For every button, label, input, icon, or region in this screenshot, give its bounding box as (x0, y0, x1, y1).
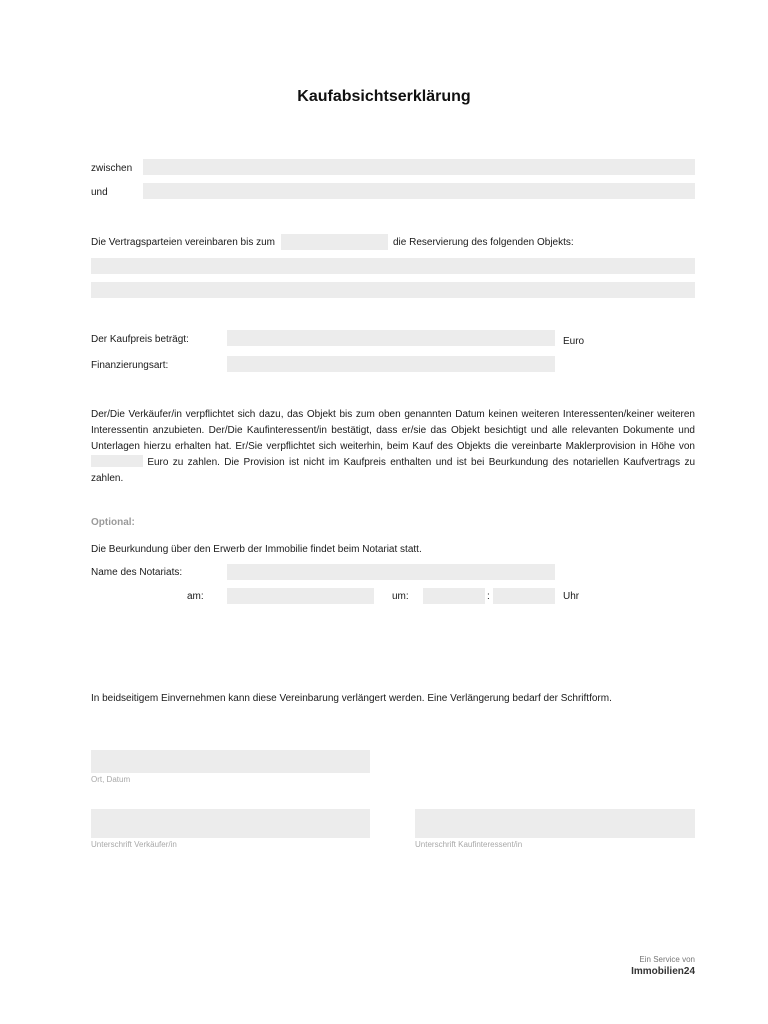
reservation-text-after: die Reservierung des folgenden Objekts: (393, 237, 574, 248)
obligation-text-part2: Euro zu zahlen. Die Provision ist nicht im Kaufpreis enthalten und ist bei Beurkundung des notariellen Kaufvertrags zu zahlen. (91, 457, 696, 484)
time-unit-label: Uhr (563, 591, 580, 602)
reservation-text-before: Die Vertragsparteien vereinbaren bis zum (91, 237, 275, 248)
between-label: zwischen (91, 163, 133, 174)
party-one-input[interactable] (143, 159, 695, 175)
seller-signature-hint: Unterschrift Verkäufer/in (91, 840, 177, 849)
obligation-text-part1: Der/Die Verkäufer/in verpflichtet sich dazu, das Objekt bis zum oben genannten Datum keinen weiteren Interessenten/keiner weiteren Interessentin anzubieten. Der/Die Kaufinteressent/in bestätigt, dass er/sie das Objekt besichtigt und alle relevanten Dokumente und Unterlagen hierzu erhalten hat. Er/Sie verpflichtet sich weiterhin, beim Kauf des Objekts die vereinbarte Maklerprovision in Höhe von (91, 409, 695, 452)
notary-date-input[interactable] (227, 588, 374, 604)
buyer-signature-field[interactable] (415, 809, 695, 838)
reservation-date-input[interactable] (281, 234, 388, 250)
financing-label: Finanzierungsart: (91, 360, 169, 371)
time-label: um: (392, 591, 409, 602)
time-separator: : (487, 591, 490, 602)
price-label: Der Kaufpreis beträgt: (91, 334, 189, 345)
notary-name-input[interactable] (227, 564, 555, 580)
date-label: am: (187, 591, 204, 602)
object-line-1-input[interactable] (91, 258, 695, 274)
obligation-paragraph (91, 407, 695, 487)
buyer-signature-hint: Unterschrift Kaufinteressent/in (415, 840, 523, 849)
place-date-input[interactable] (91, 750, 370, 773)
commission-input[interactable] (91, 455, 143, 467)
optional-heading: Optional: (91, 517, 135, 528)
notary-sentence: Die Beurkundung über den Erwerb der Immobilie findet beim Notariat statt. (91, 544, 422, 555)
seller-signature-field[interactable] (91, 809, 370, 838)
extension-text: In beidseitigem Einvernehmen kann diese Vereinbarung verlängert werden. Eine Verlängerung bedarf der Schriftform. (91, 693, 612, 704)
minute-input[interactable] (493, 588, 555, 604)
footer-service-text: Ein Service von (639, 955, 695, 964)
hour-input[interactable] (423, 588, 485, 604)
and-label: und (91, 187, 108, 198)
place-date-hint: Ort, Datum (91, 775, 131, 784)
notary-name-label: Name des Notariats: (91, 567, 183, 578)
document-title: Kaufabsichtserklärung (297, 88, 471, 105)
party-two-input[interactable] (143, 183, 695, 199)
financing-input[interactable] (227, 356, 555, 372)
price-input[interactable] (227, 330, 555, 346)
footer-brand-logo: Immobilien24 (631, 966, 695, 977)
currency-label: Euro (563, 336, 585, 347)
object-line-2-input[interactable] (91, 282, 695, 298)
